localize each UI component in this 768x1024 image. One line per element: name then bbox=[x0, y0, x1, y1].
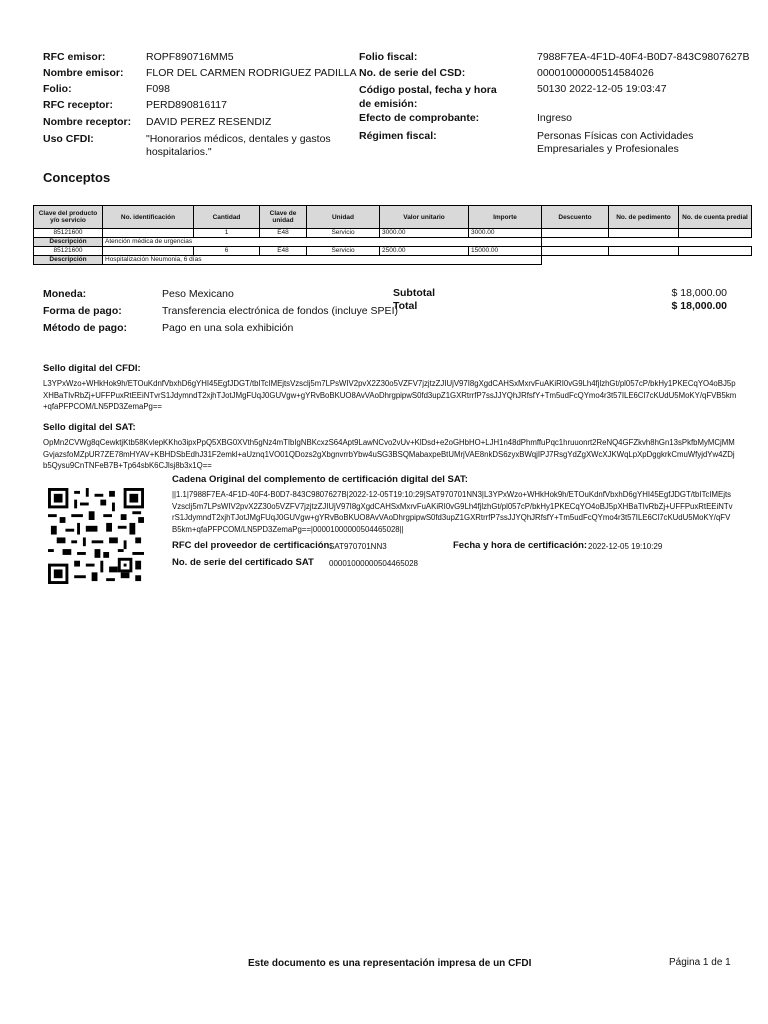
label-subtotal: Subtotal bbox=[393, 287, 435, 299]
col-noid: No. identificación bbox=[103, 206, 194, 229]
value-forma-pago: Transferencia electrónica de fondos (incluye SPEI) bbox=[162, 305, 398, 317]
label-nombre-emisor: Nombre emisor: bbox=[43, 67, 124, 79]
value-sello-cfdi: L3YPxWzo+WHkHok9h/ETOuKdnfVbxhD6gYHI45EgfJDGT/tbITcIMEjtsVzsclj5m7LPsWIV2pvX2Z30o5VZFV7jzjtzZJIUjV97I8gXgdCAHSxMxrvFuAKiRI0vG9Lh4fjlzhGt/pl057cP/bkHy1PKECqYO4oBJ5pXHBaTIvRbZj+UFFPuxRtEEiNTvrS1JdymndT2xjhTJotJMgFUqJ0GUVgw+gYRvBoBKUO8AvVAoDhrgpipwS0fd3upZ1GXRtrrfP7ssJJYQhJRfsfY+Tm5udFcQYmo4r3t57ILE6Cl7cKUdU5MoKY/qFVB5km+qfaPFPCOM/LN5PD3ZemaPg== bbox=[43, 379, 737, 411]
cell-pedimento bbox=[609, 247, 679, 256]
value-cadena-original: ||1.1|7988F7EA-4F1D-40F4-B0D7-843C9807627B|2022-12-05T19:10:29|SAT970701NN3|L3YPxWzo+WHkHok9h/ETOuKdnfVbxhD6gYHI45EgfJDGT/tbITcIMEjtsVzsclj5m7LPsWIV2pvX2Z30o5VZFV7jzjtzZJIUjV97I8gXgdCAHSxMxrvFuAKiRI0vG9Lh4fjlzhGt/pl057cP/bkHy1PKECqYO4oBJ5pXHBaTIvRbZj+UFFPuxRtEEiNTvrS1JdymndT2xjhTJotJMgFUqJ0GUVgw+gYRvBoBKUO8AvVAoDhrgpipwS0fd3upZ1GXRtrrfP7ssJJYQhJRfsfY+Tm5udFcQYmo4r3t57ILE6Cl7cKUdU5MoKY/qFVB5km+qfaPFPCOM/LN5PD3ZemaPg==|00001000000504465028|| bbox=[172, 490, 733, 534]
cell-valor: 2500.00 bbox=[380, 247, 469, 256]
col-importe: Importe bbox=[469, 206, 542, 229]
col-descuento: Descuento bbox=[542, 206, 609, 229]
label-efecto: Efecto de comprobante: bbox=[359, 112, 480, 124]
footer-note: Este documento es una representación impresa de un CFDI bbox=[248, 958, 532, 969]
label-sello-sat: Sello digital del SAT: bbox=[43, 422, 136, 433]
col-clave-unidad: Clave de unidad bbox=[260, 206, 307, 229]
cell-valor: 3000.00 bbox=[380, 229, 469, 238]
cell-predial bbox=[679, 247, 752, 256]
value-fecha-certificacion: 2022-12-05 19:10:29 bbox=[588, 542, 663, 551]
value-rfc-receptor: PERD890816117 bbox=[146, 99, 227, 111]
value-moneda: Peso Mexicano bbox=[162, 288, 234, 300]
col-cantidad: Cantidad bbox=[194, 206, 260, 229]
conceptos-title: Conceptos bbox=[43, 170, 111, 185]
label-folio-fiscal: Folio fiscal: bbox=[359, 51, 418, 63]
cell-clave: 85121600 bbox=[34, 229, 103, 238]
cell-clave-unidad: E48 bbox=[260, 229, 307, 238]
value-nombre-receptor: DAVID PEREZ RESENDIZ bbox=[146, 116, 272, 128]
value-cp-fecha: 50130 2022-12-05 19:03:47 bbox=[537, 83, 667, 95]
value-metodo-pago: Pago en una sola exhibición bbox=[162, 322, 294, 334]
value-efecto: Ingreso bbox=[537, 112, 573, 124]
value-nombre-emisor: FLOR DEL CARMEN RODRIGUEZ PADILLA bbox=[146, 67, 357, 79]
table-row-desc bbox=[34, 256, 752, 265]
cell-descuento bbox=[542, 229, 609, 238]
desc-value: Hospitalización Neumonia, 6 días bbox=[103, 256, 542, 265]
value-rfc-emisor: ROPF890716MM5 bbox=[146, 51, 234, 63]
label-serie-certificado-sat: No. de serie del certificado SAT bbox=[172, 557, 314, 568]
label-rfc-proveedor: RFC del proveedor de certificación: bbox=[172, 540, 333, 551]
col-clave: Clave del producto y/o servicio bbox=[34, 206, 103, 229]
cell-unidad: Servicio bbox=[307, 247, 380, 256]
label-moneda: Moneda: bbox=[43, 288, 87, 300]
value-uso-cfdi: "Honorarios médicos, dentales y gastos hospitalarios." bbox=[146, 133, 331, 158]
desc-label: Descripción bbox=[34, 256, 103, 265]
cell-pedimento bbox=[609, 229, 679, 238]
col-valor: Valor unitario bbox=[380, 206, 469, 229]
label-fecha-certificacion: Fecha y hora de certificación: bbox=[453, 540, 588, 551]
cell-importe: 15000.00 bbox=[469, 247, 542, 256]
desc-label: Descripción bbox=[34, 238, 103, 247]
cell-cantidad: 6 bbox=[194, 247, 260, 256]
table-row bbox=[34, 229, 752, 238]
value-regimen: Personas Físicas con Actividades Empresariales y Profesionales bbox=[537, 130, 694, 155]
value-folio-fiscal: 7988F7EA-4F1D-40F4-B0D7-843C9807627B bbox=[537, 51, 750, 63]
label-cp-fecha: Código postal, fecha y hora de emisión: bbox=[359, 84, 497, 110]
desc-value: Atención médica de urgencias bbox=[103, 238, 542, 247]
label-regimen: Régimen fiscal: bbox=[359, 130, 437, 142]
cell-importe: 3000.00 bbox=[469, 229, 542, 238]
cell-clave-unidad: E48 bbox=[260, 247, 307, 256]
col-unidad: Unidad bbox=[307, 206, 380, 229]
label-serie-csd: No. de serie del CSD: bbox=[359, 67, 466, 79]
value-sello-sat: OpMn2CVWg8qCewktjKtb58KvlepKKho3ipxPpQ5XBG0XVth5gNz4mTIbIgNBKcxzS64Apt9LawNCvo2vUv+KlDsd+e2oGHbHO+LJH1n48dPhmffuPqc1hruuonrt2ReNQ4GFZkvh8hGn13sPkfbMyMCjMMGvjazsfoMZpUR7ZE78mHYAV+KBHDSbEdhJ31F2emkl+aUznq1VO01QDozs2gXbgnvrrbYbw4uSG3BSQMabaxpeBtUMrjVAE8nkDS6zyxBWqjIPJ7RsgYdZgXWcXJKWqLpXpDggkrkCmuWfyjdYw4ZDjb5Qysu9CnTNFeB7B+Tp64sbK6CJlsj8b3x1Q== bbox=[43, 438, 735, 470]
cell-noid bbox=[103, 229, 194, 238]
cell-noid bbox=[103, 247, 194, 256]
label-rfc-emisor: RFC emisor: bbox=[43, 51, 106, 63]
label-forma-pago: Forma de pago: bbox=[43, 305, 122, 317]
col-pedimento: No. de pedimento bbox=[609, 206, 679, 229]
value-total: $ 18,000.00 bbox=[671, 300, 727, 312]
cell-clave: 85121600 bbox=[34, 247, 103, 256]
table-row bbox=[34, 247, 752, 256]
label-nombre-receptor: Nombre receptor: bbox=[43, 116, 132, 128]
value-serie-csd: 00001000000514584026 bbox=[537, 67, 654, 79]
value-serie-certificado-sat: 00001000000504465028 bbox=[329, 559, 418, 568]
label-folio: Folio: bbox=[43, 83, 72, 95]
value-subtotal: $ 18,000.00 bbox=[671, 287, 727, 299]
cell-unidad: Servicio bbox=[307, 229, 380, 238]
label-total: Total bbox=[393, 300, 418, 312]
label-uso-cfdi: Uso CFDI: bbox=[43, 133, 94, 145]
page-number: Página 1 de 1 bbox=[669, 957, 731, 968]
label-sello-cfdi: Sello digital del CFDI: bbox=[43, 363, 141, 374]
conceptos-table bbox=[33, 205, 752, 265]
value-rfc-proveedor: SAT970701NN3 bbox=[329, 542, 387, 551]
value-folio: F098 bbox=[146, 83, 170, 95]
qr-code-icon bbox=[48, 488, 144, 584]
label-cadena-original: Cadena Original del complemento de certificación digital del SAT: bbox=[172, 474, 468, 485]
col-predial: No. de cuenta predial bbox=[679, 206, 752, 229]
label-metodo-pago: Método de pago: bbox=[43, 322, 127, 334]
table-row-desc bbox=[34, 238, 752, 247]
cell-predial bbox=[679, 229, 752, 238]
cell-descuento bbox=[542, 247, 609, 256]
label-rfc-receptor: RFC receptor: bbox=[43, 99, 114, 111]
cell-cantidad: 1 bbox=[194, 229, 260, 238]
